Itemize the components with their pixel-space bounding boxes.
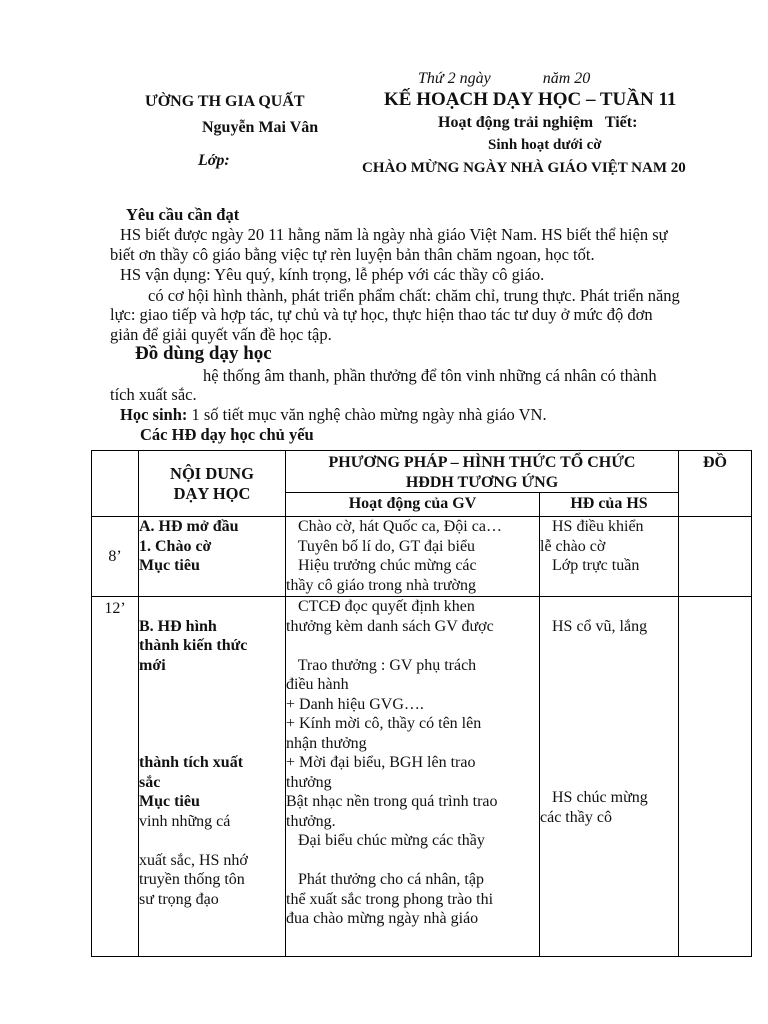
req-line-4: có cơ hội hình thành, phát triển phẩm chất: chăm chỉ, trung thực. Phát triển năng	[148, 286, 680, 305]
table-row	[92, 517, 752, 597]
teacher-activity-header: Hoạt động của GV	[286, 493, 540, 517]
row1-time: 8’	[92, 517, 139, 597]
subtitle: Sinh hoạt dưới cờ	[488, 137, 602, 153]
method-header: PHƯƠNG PHÁP – HÌNH THỨC TỔ CHỨC HĐDH TƯƠNG ỨNG	[286, 451, 679, 493]
row2-student-activity-2: HS chúc mừng các thầy cô	[540, 789, 648, 826]
req-line-2: biết ơn thầy cô giáo bằng việc tự rèn luyện bản thân chăm ngoan, học tốt.	[110, 245, 595, 264]
students-line	[120, 405, 547, 425]
row2-equipment	[679, 597, 752, 957]
row2-student-activity-1: HS cổ vũ, lắng	[552, 617, 648, 635]
subject-line: Hoạt động trải nghiệm Tiết:	[438, 114, 638, 131]
activities-table	[91, 450, 752, 957]
student-activity-header: HĐ của HS	[540, 493, 679, 517]
materials-line-1: hệ thống âm thanh, phần thưởng để tôn vinh những cá nhân có thành	[203, 366, 657, 385]
requirements-heading: Yêu cầu cần đạt	[126, 205, 240, 224]
req-line-3: HS vận dụng: Yêu quý, kính trọng, lễ phép với các thầy cô giáo.	[120, 265, 545, 284]
time-header-cell	[92, 451, 139, 517]
students-label: Học sinh:	[120, 405, 188, 424]
school-name: ƯỜNG TH GIA QUẤT	[145, 93, 305, 110]
row2-content	[139, 597, 286, 957]
content-header: NỘI DUNG DẠY HỌC	[139, 451, 286, 517]
teacher-name: Nguyễn Mai Vân	[202, 119, 319, 136]
date-line: Thứ 2 ngày năm 20	[418, 70, 591, 87]
materials-line-2: tích xuất sắc.	[110, 385, 197, 404]
table-row	[92, 597, 752, 957]
activities-heading: Các HĐ dạy học chủ yếu	[140, 425, 314, 444]
students-text: 1 số tiết mục văn nghệ chào mừng ngày nhà giáo VN.	[187, 405, 547, 424]
req-line-5: lực: giao tiếp và hợp tác, tự chủ và tự học, thực hiện thao tác tư duy ở mức độ đơn	[110, 305, 653, 324]
row2-content-heading: B. HĐ hình thành kiến thức mới thành tích xuất sắc Mục tiêu	[139, 617, 248, 810]
row2-spacer	[540, 636, 678, 788]
equipment-header: ĐỒ	[679, 451, 752, 517]
req-line-1: HS biết được ngày 20 11 hằng năm là ngày nhà giáo Việt Nam. HS biết thể hiện sự	[120, 225, 668, 244]
row2-time: 12’	[92, 597, 139, 957]
materials-heading: Đồ dùng dạy học	[135, 343, 272, 364]
row1-student-activity: HS điều khiển lễ chào cờ Lớp trực tuần	[540, 517, 679, 597]
page-title: KẾ HOẠCH DẠY HỌC – TUẦN 11	[384, 89, 677, 110]
row1-teacher-activity: Chào cờ, hát Quốc ca, Đội ca… Tuyên bố lí do, GT đại biểu Hiệu trưởng chúc mừng các thầy cô giáo trong nhà trường	[286, 517, 540, 597]
req-line-6: giản để giải quyết vấn đề học tập.	[110, 325, 332, 344]
row2-student-activity	[540, 597, 679, 957]
topic: CHÀO MỪNG NGÀY NHÀ GIÁO VIỆT NAM 20	[362, 160, 686, 176]
row1-equipment	[679, 517, 752, 597]
row2-teacher-activity: CTCĐ đọc quyết định khen thưởng kèm danh sách GV được Trao thưởng : GV phụ trách điều hành + Danh hiệu GVG…. + Kính mời cô, thầy có tên lên nhận thưởng + Mời đại biểu, BGH lên trao thưởng Bật nhạc nền trong quá trình trao thưởng. Đại biểu chúc mừng các thầy Phát thưởng cho cá nhân, tập thể xuất sắc trong phong trào thi đua chào mừng ngày nhà giáo	[286, 597, 540, 957]
row2-content-text: vinh những cá xuất sắc, HS nhớ truyền thống tôn sư trọng đạo	[139, 812, 248, 908]
class-label: Lớp:	[198, 152, 230, 169]
row1-content: A. HĐ mở đầu 1. Chào cờ Mục tiêu	[139, 517, 286, 597]
